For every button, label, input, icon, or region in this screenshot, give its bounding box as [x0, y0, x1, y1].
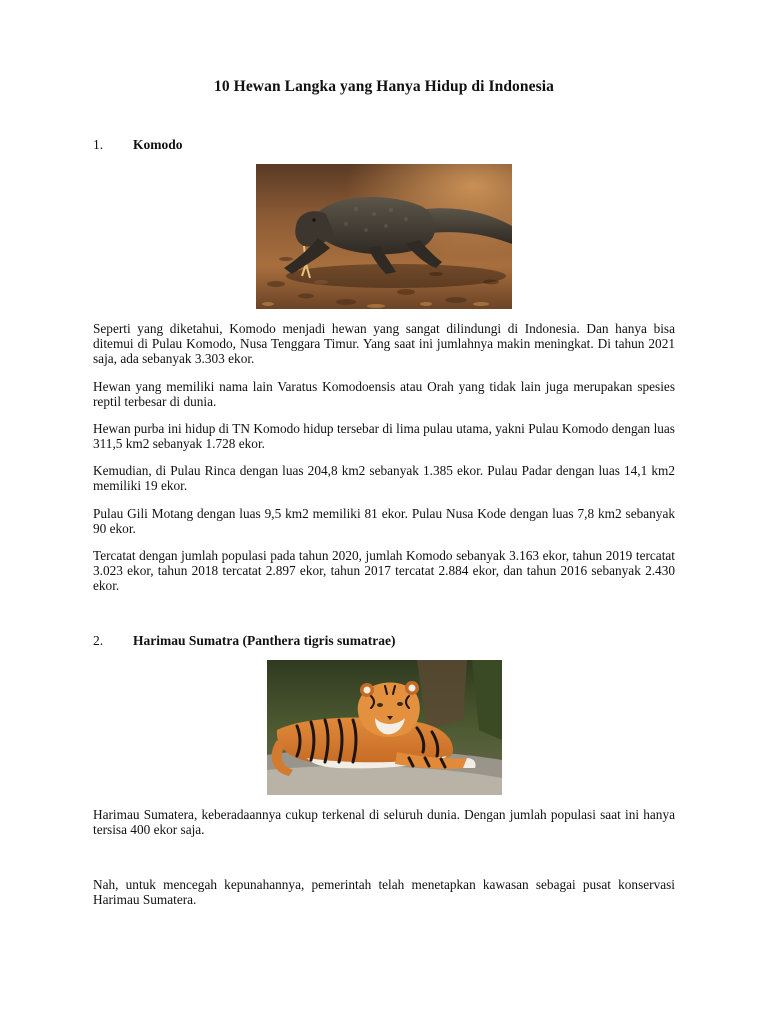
section-number: 1. [93, 137, 104, 152]
sumatran-tiger-photo [267, 660, 502, 795]
paragraph: Nah, untuk mencegah kepunahannya, pemerintah telah menetapkan kawasan sebagai pusat konservasi Harimau Sumatera. [93, 877, 675, 908]
paragraph: Kemudian, di Pulau Rinca dengan luas 204,8 km2 sebanyak 1.385 ekor. Pulau Padar dengan luas 14,1 km2 memiliki 19 ekor. [93, 463, 675, 494]
paragraph: Harimau Sumatera, keberadaannya cukup terkenal di seluruh dunia. Dengan jumlah populasi saat ini hanya tersisa 400 ekor saja. [93, 807, 675, 838]
section-heading-tiger [93, 633, 395, 649]
paragraph: Seperti yang diketahui, Komodo menjadi hewan yang sangat dilindungi di Indonesia. Dan hanya bisa ditemui di Pulau Komodo, Nusa Tenggara Timur. Yang saat ini jumlahnya makin meningkat. Di tahun 2021 saja, ada sebanyak 3.303 ekor. [93, 321, 675, 367]
komodo-photo [256, 164, 512, 309]
paragraph: Hewan yang memiliki nama lain Varatus Komodoensis atau Orah yang tidak lain juga merupakan spesies reptil terbesar di dunia. [93, 379, 675, 410]
section-number: 2. [93, 633, 104, 648]
section-title: Harimau Sumatra (Panthera tigris sumatrae) [133, 633, 396, 648]
document-title: 10 Hewan Langka yang Hanya Hidup di Indonesia [213, 78, 554, 95]
paragraph: Tercatat dengan jumlah populasi pada tahun 2020, jumlah Komodo sebanyak 3.163 ekor, tahun 2019 tercatat 3.023 ekor, tahun 2018 tercatat 2.897 ekor, tahun 2017 tercatat 2.884 ekor, dan tahun 2016 sebanyak 2.430 ekor. [93, 548, 675, 594]
paragraph: Hewan purba ini hidup di TN Komodo hidup tersebar di lima pulau utama, yakni Pulau Komodo dengan luas 311,5 km2 sebanyak 1.728 ekor. [93, 421, 675, 452]
section-title: Komodo [133, 137, 183, 152]
paragraph: Pulau Gili Motang dengan luas 9,5 km2 memiliki 81 ekor. Pulau Nusa Kode dengan luas 7,8 km2 sebanyak 90 ekor. [93, 506, 675, 537]
section-heading-komodo [93, 137, 183, 153]
